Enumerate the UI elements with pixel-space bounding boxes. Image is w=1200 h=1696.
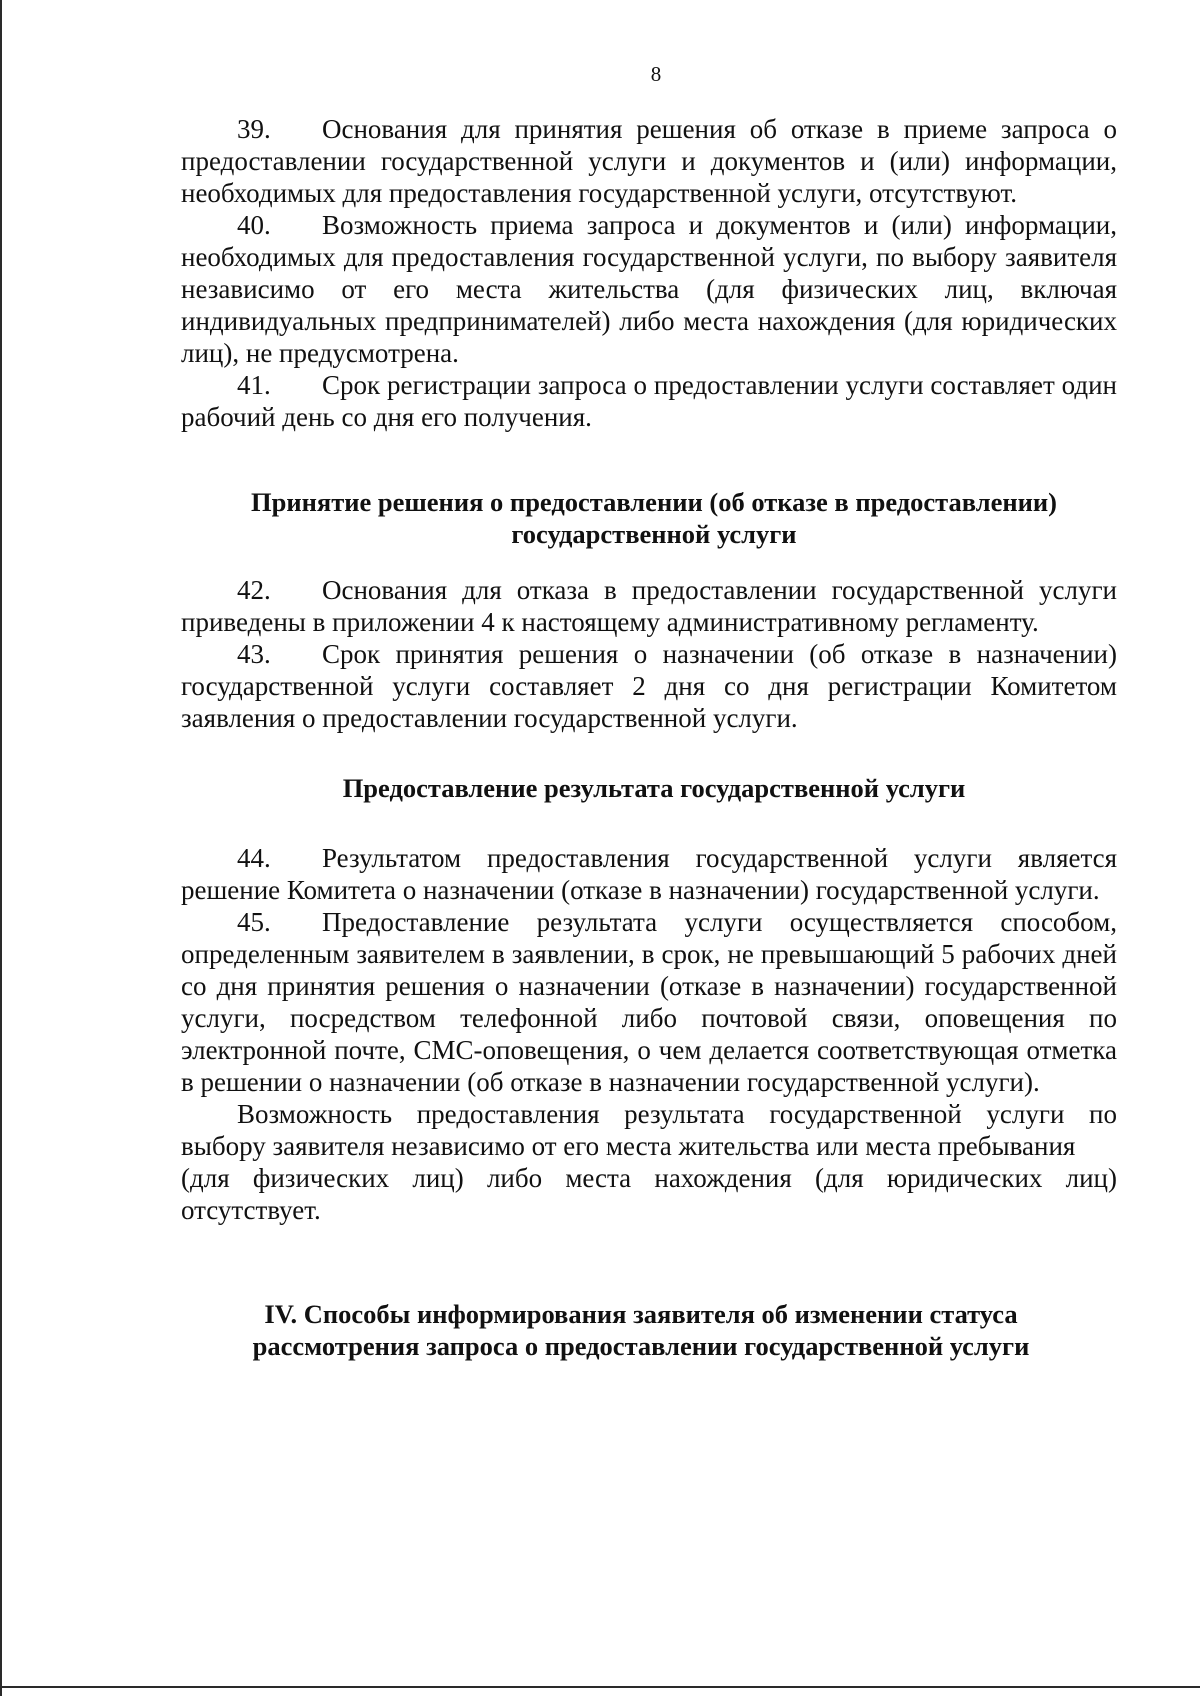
scan-left-edge [0,0,2,1696]
paragraph-number: 41. [237,370,271,400]
paragraph-text: Срок принятия решения о назначении (об отказе в назначении) государственной услуги составляет 2 дня со дня регистрации Комитетом заявления о предоставлении государственной услуги. [181,639,1117,733]
paragraph-number: 42. [237,575,271,605]
paragraph-number: 39. [237,114,271,144]
paragraph-text: Основания для принятия решения об отказе в приеме запроса о предоставлении государственной услуги и документов и (или) информации, необходимых для предоставления государственной услуги, отсутствуют. [181,114,1117,208]
paragraph-text: Срок регистрации запроса о предоставлении услуги составляет один рабочий день со дня его получения. [181,370,1117,432]
paragraph-number: 45. [237,907,271,937]
paragraph-43 [181,638,1117,734]
section-heading-decision [191,486,1117,550]
heading-line: государственной услуги [511,519,797,549]
paragraph-42 [181,574,1117,638]
paragraph-41 [181,369,1117,433]
paragraph-45-continuation-tail: (для физических лиц) либо места нахождения (для юридических лиц) отсутствует. [181,1163,1117,1225]
heading-line: рассмотрения запроса о предоставлении государственной услуги [252,1331,1030,1361]
paragraph-39 [181,113,1117,209]
scan-bottom-edge [0,1686,1200,1688]
paragraph-text: Возможность приема запроса и документов и (или) информации, необходимых для предоставления государственной услуги, по выбору заявителя независимо от его места жительства (для физических лиц, включая индивидуальных предпринимателей) либо места нахождения (для юридических лиц), не предусмотрена. [181,210,1117,368]
paragraph-number: 40. [237,210,271,240]
section-heading-result: Предоставление результата государственной услуги [342,773,966,803]
paragraph-number: 44. [237,843,271,873]
paragraph-text: Предоставление результата услуги осуществляется способом, определенным заявителем в заявлении, в срок, не превышающий 5 рабочих дней со дня принятия решения о назначении (отказе в назначении) государственной услуги, посредством телефонной либо почтовой связи, оповещения по электронной почте, СМС-оповещения, о чем делается соответствующая отметка в решении о назначении (об отказе в назначении государственной услуги). [181,907,1117,1097]
section-heading-iv [221,1298,1061,1362]
paragraph-number: 43. [237,639,271,669]
paragraph-45-continuation: Возможность предоставления результата государственной услуги по выбору заявителя независимо от его места жительства или места пребывания [181,1099,1117,1161]
paragraph-44 [181,842,1117,906]
paragraph-text: Результатом предоставления государственной услуги является решение Комитета о назначении (отказе в назначении) государственной услуги. [181,843,1117,905]
page-content [181,60,1117,1362]
page-number: 8 [650,62,662,86]
paragraph-45 [181,906,1117,1098]
paragraph-text: Основания для отказа в предоставлении государственной услуги приведены в приложении 4 к настоящему административному регламенту. [181,575,1117,637]
heading-line: Принятие решения о предоставлении (об отказе в предоставлении) [251,487,1057,517]
heading-line: IV. Способы информирования заявителя об изменении статуса [264,1299,1018,1329]
paragraph-40 [181,209,1117,369]
